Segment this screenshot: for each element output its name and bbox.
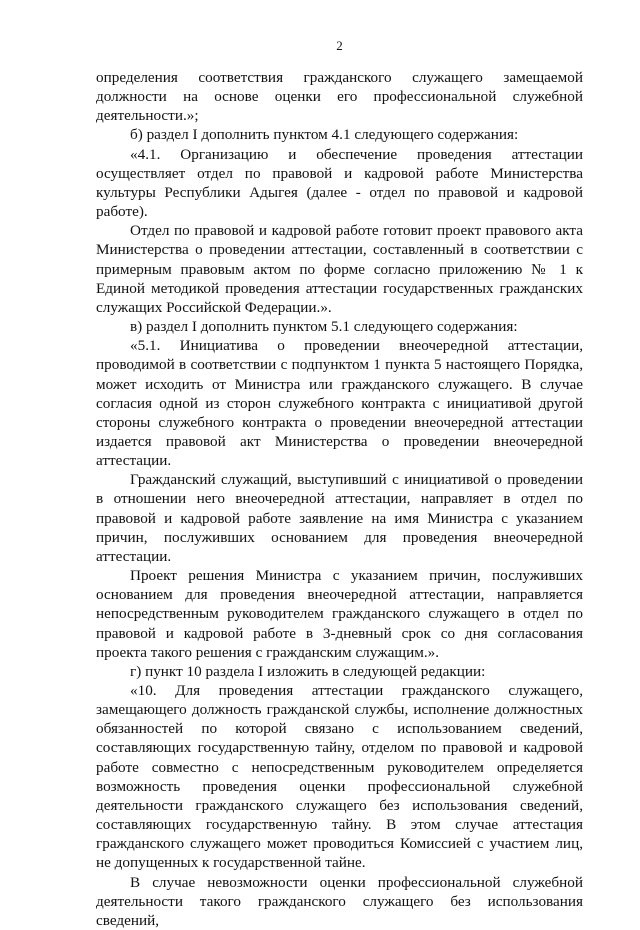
paragraph-continuation: определения соответствия гражданского служащего замещаемой должности на основе оценки его профессиональной служебной деятельности.»; <box>96 69 583 125</box>
page-number: 2 <box>336 38 343 53</box>
paragraph-item-b: б) раздел I дополнить пунктом 4.1 следующего содержания: <box>130 126 519 144</box>
paragraph-clause-5-1-part-2: Гражданский служащий, выступивший с инициативой о проведении в отношении него внеочередной аттестации, направляет в отдел по правовой и кадровой работе заявление на имя Министра с указанием причин, послуживших основанием для проведения внеочередной аттестации. <box>96 471 583 565</box>
paragraph-item-v: в) раздел I дополнить пунктом 5.1 следующего содержания: <box>130 318 518 336</box>
paragraph-clause-10: «10. Для проведения аттестации гражданского служащего, замещающего должность гражданской службы, исполнение должностных обязанностей по которой связано с использованием сведений, составляющих государственную тайну, отделом по правовой и кадровой работе совместно с непосредственным руководителем определяется возможность проведения оценки профессиональной служебной деятельности гражданского служащего без использования сведений, составляющих государственную тайну. В этом случае аттестация гражданского служащего может проводиться Комиссией с участием лиц, не допущенных к государственной тайне. <box>96 682 583 872</box>
paragraph-clause-10-part-2: В случае невозможности оценки профессиональной служебной деятельности такого гражданского служащего без использования сведений, <box>96 873 583 929</box>
paragraph-clause-5-1: «5.1. Инициатива о проведении внеочередной аттестации, проводимой в соответствии с подпунктом 1 пункта 5 настоящего Порядка, может исходить от Министра или гражданского служащего. В случае согласия одной из сторон служебного контракта с инициативой другой стороны служебного контракта о проведении внеочередной аттестации издается правовой акт Министерства о проведении внеочередной аттестации. <box>96 337 583 470</box>
paragraph-item-g: г) пункт 10 раздела I изложить в следующей редакции: <box>130 662 486 680</box>
paragraph-clause-4-1: «4.1. Организацию и обеспечение проведения аттестации осуществляет отдел по правовой и кадровой работе Министерства культуры Республики Адыгея (далее - отдел по правовой и кадровой работе). <box>96 145 583 221</box>
paragraph-clause-5-1-part-3: Проект решения Министра с указанием причин, послуживших основанием для проведения внеочередной аттестации, направляется непосредственным руководителем гражданского служащего в отдел по правовой и кадровой работе в 3-дневный срок со дня согласования проекта такого решения с гражданским служащим.». <box>96 567 583 661</box>
paragraph-clause-4-1-part-2: Отдел по правовой и кадровой работе готовит проект правового акта Министерства о проведении аттестации, составленный в соответствии с примерным правовым актом по форме согласно приложению № 1 к Единой методикой проведения аттестации государственных гражданских служащих Российской Федерации.». <box>96 222 583 316</box>
document-body <box>96 68 583 930</box>
